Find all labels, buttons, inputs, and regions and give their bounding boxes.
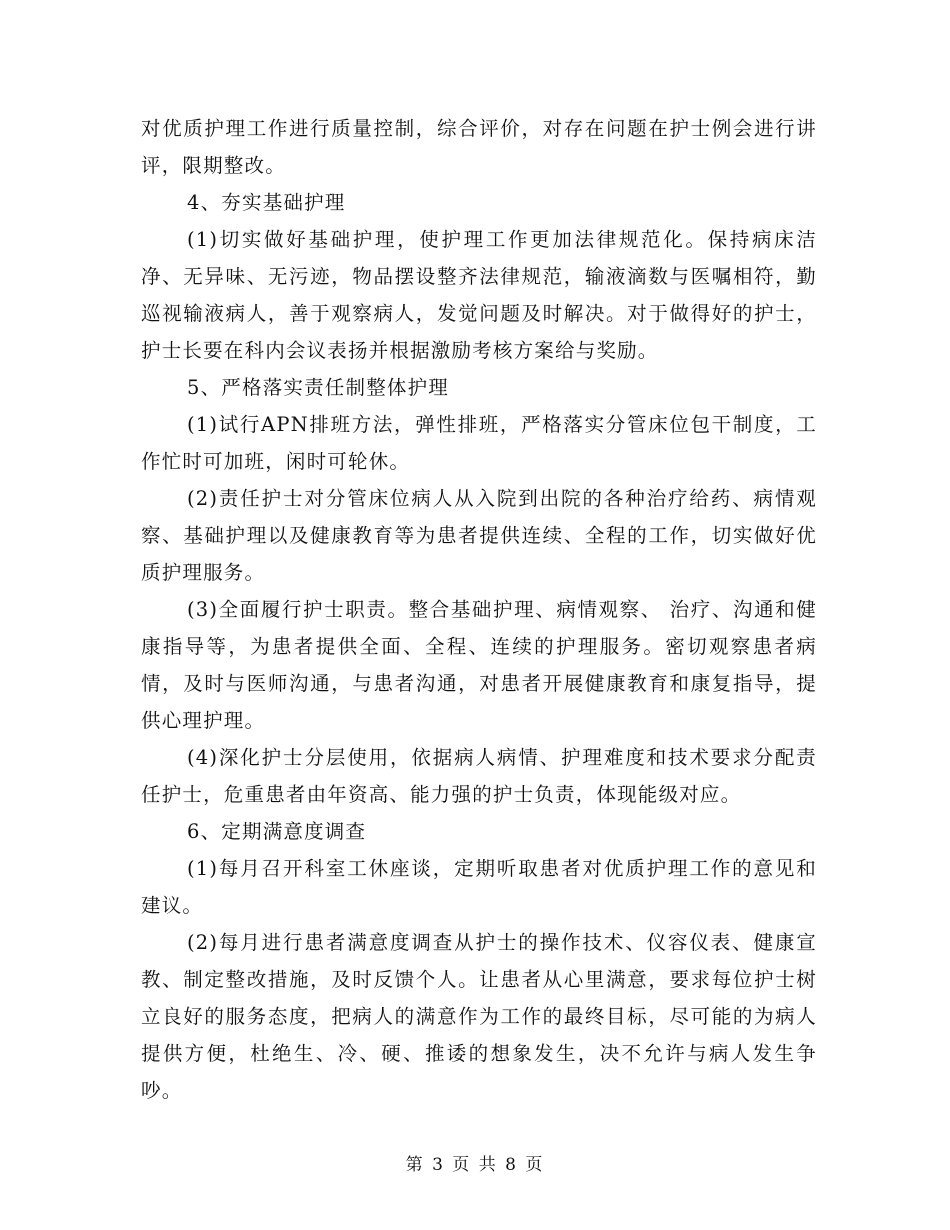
page-number-footer: 第 3 页 共 8 页: [405, 1155, 545, 1175]
section-heading-6: 6、定期满意度调查: [187, 820, 367, 843]
paragraph-6-2: (2)每月进行患者满意度调查从护士的操作技术、仪容仪表、健康宣教、制定整改措施，及时反馈个人。让患者从心里满意，要求每位护士树立良好的服务态度，把病人的满意作为工作的最终目标，尽可能的为病人提供方便，杜绝生、冷、硬、推诿的想象发生，决不允许与病人发生争吵。: [141, 931, 817, 1102]
document-body: [141, 110, 817, 1109]
paragraph-5-1: (1)试行APN排班方法，弹性排班，严格落实分管床位包干制度，工作忙时可加班，闲时可轮休。: [141, 413, 817, 473]
section-heading-4: 4、夯实基础护理: [187, 191, 346, 214]
paragraph-4-1: (1)切实做好基础护理，使护理工作更加法律规范化。保持病床洁净、无异味、无污迹，物品摆设整齐法律规范，输液滴数与医嘱相符，勤巡视输液病人，善于观察病人，发觉问题及时解决。对于做得好的护士，护士长要在科内会议表扬并根据激励考核方案给与奖励。: [141, 228, 817, 362]
paragraph-5-4: (4)深化护士分层使用，依据病人病情、护理难度和技术要求分配责任护士，危重患者由年资高、能力强的护士负责，体现能级对应。: [141, 746, 817, 806]
paragraph-continuation: 对优质护理工作进行质量控制，综合评价，对存在问题在护士例会进行讲评，限期整改。: [141, 117, 817, 177]
section-heading-5: 5、严格落实责任制整体护理: [187, 376, 450, 399]
paragraph-5-3: (3)全面履行护士职责。整合基础护理、病情观察、 治疗、沟通和健康指导等，为患者提供全面、全程、连续的护理服务。密切观察患者病情，及时与医师沟通，与患者沟通，对患者开展健康教育和康复指导，提供心理护理。: [141, 598, 817, 732]
paragraph-6-1: (1)每月召开科室工休座谈，定期听取患者对优质护理工作的意见和建议。: [141, 857, 817, 917]
paragraph-5-2: (2)责任护士对分管床位病人从入院到出院的各种治疗给药、病情观察、基础护理以及健康教育等为患者提供连续、全程的工作，切实做好优质护理服务。: [141, 487, 817, 584]
